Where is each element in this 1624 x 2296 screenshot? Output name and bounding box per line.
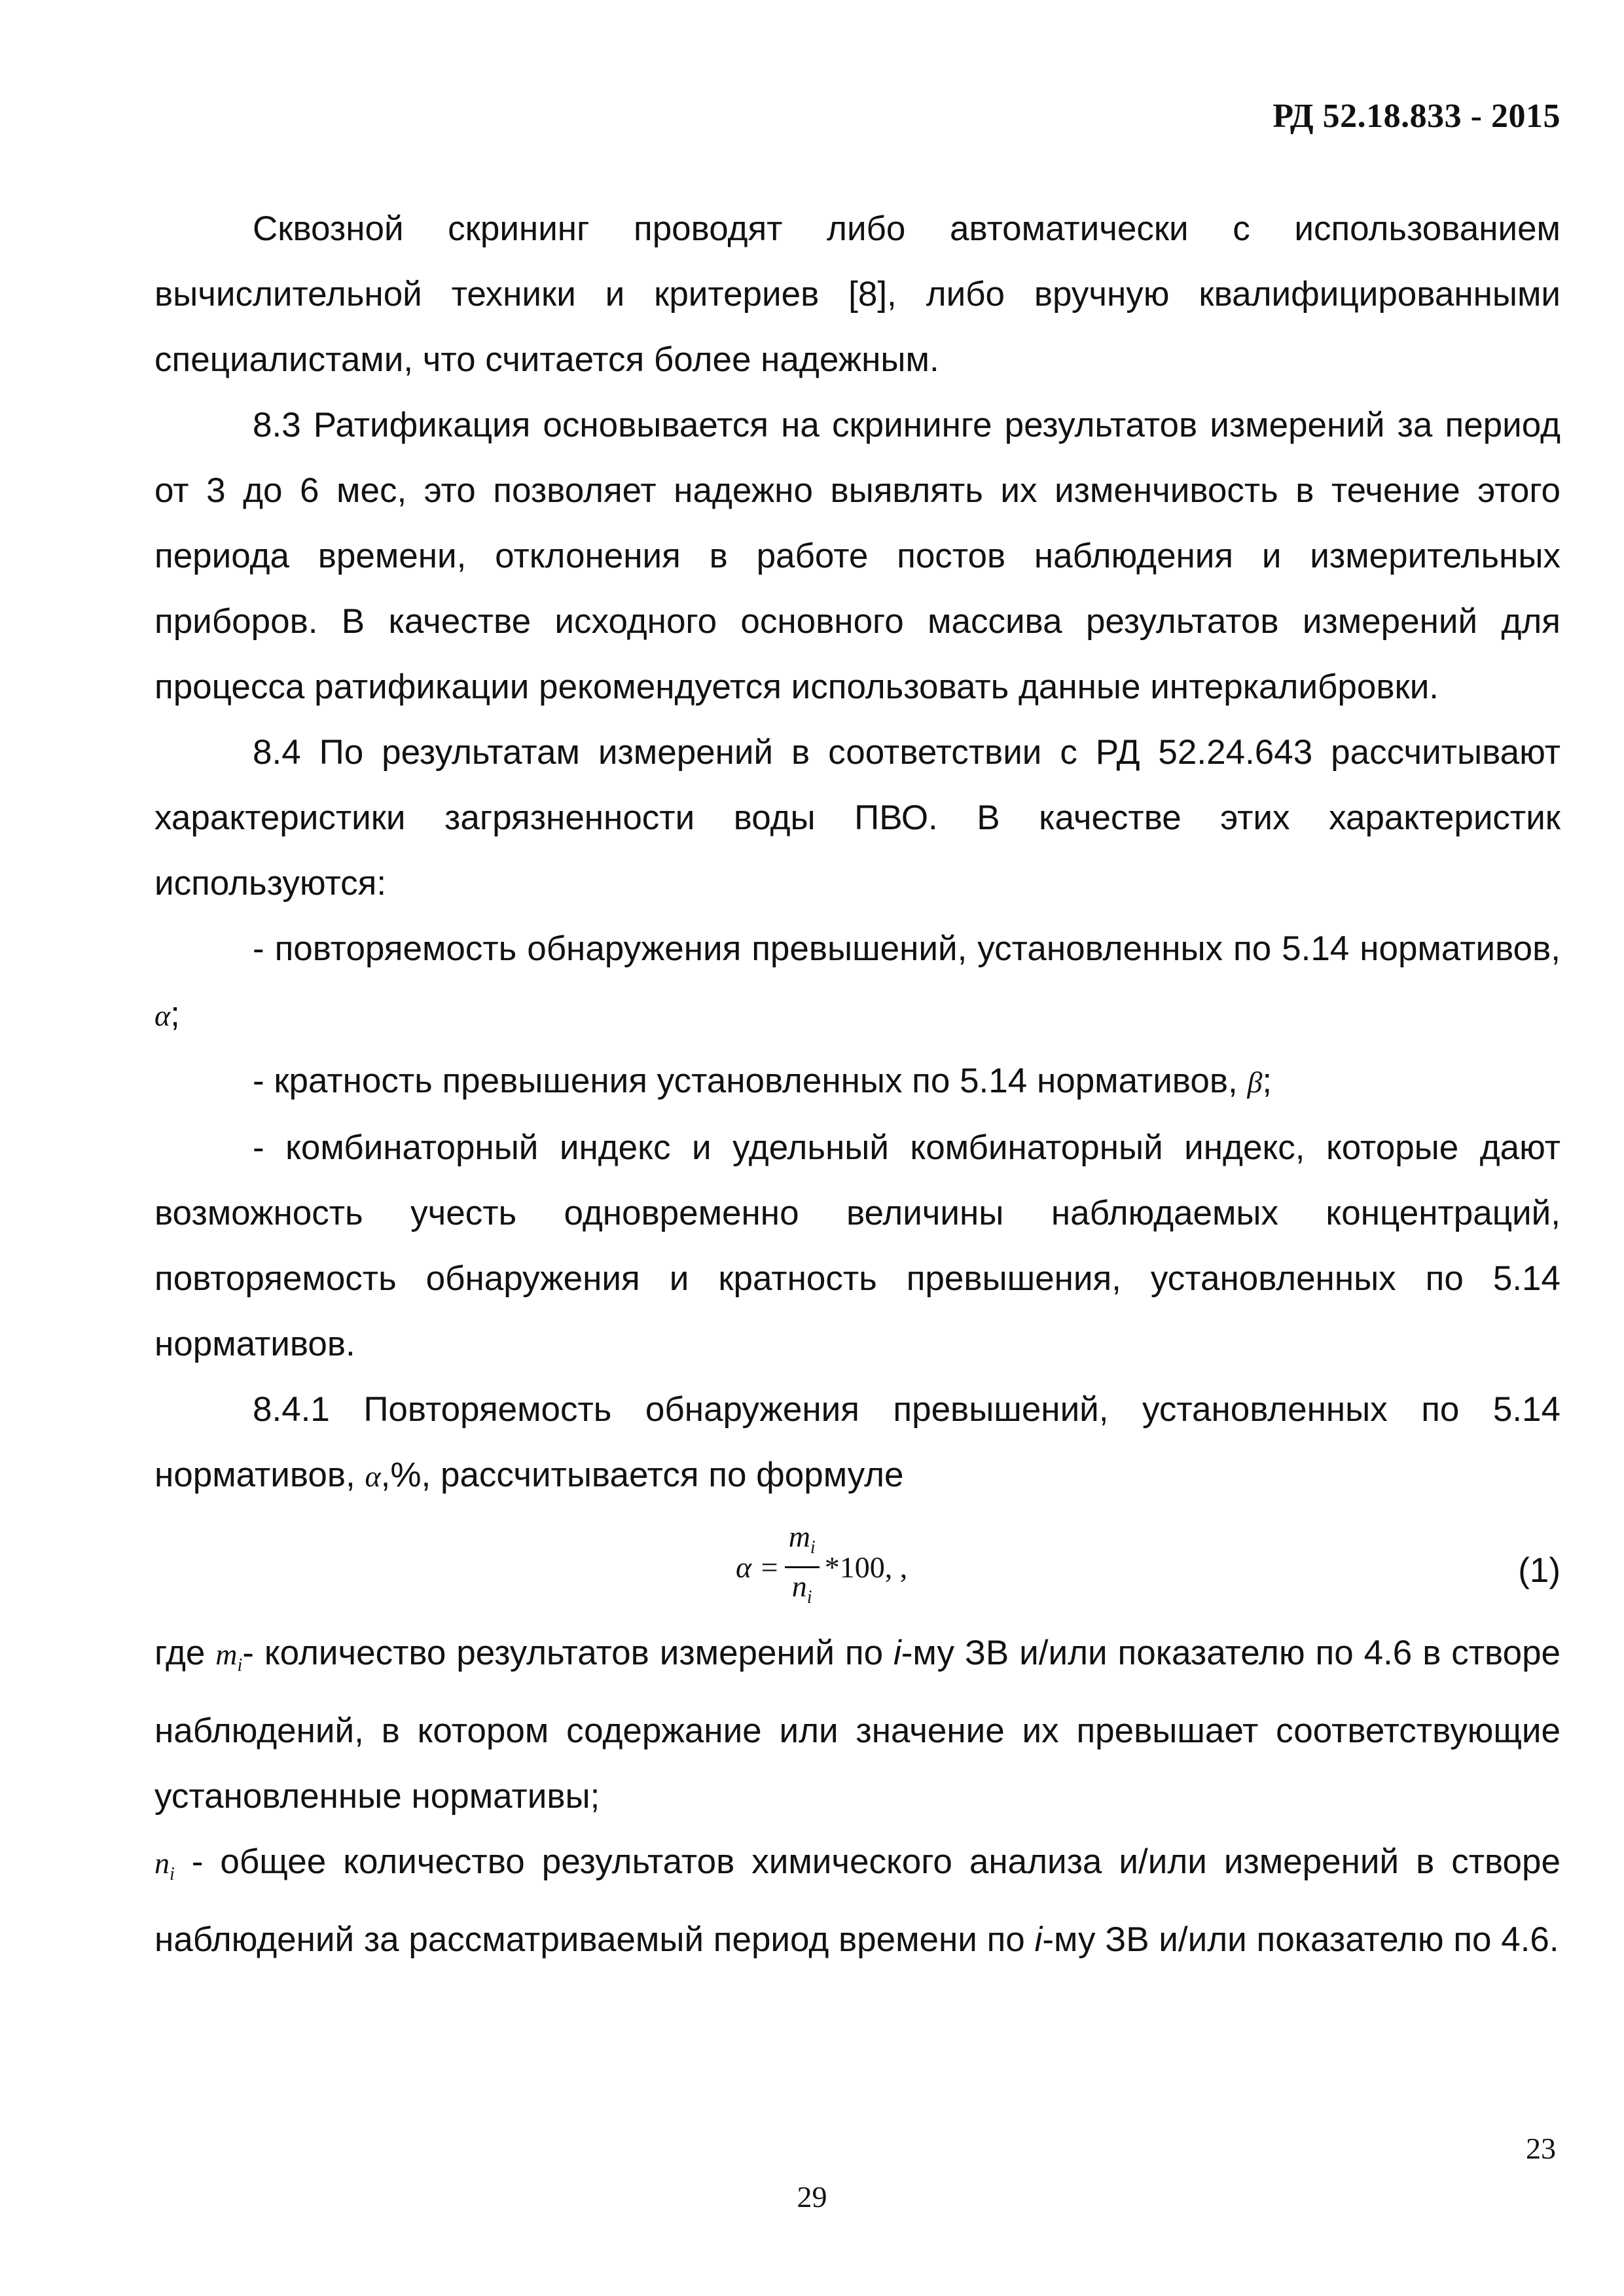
m-symbol [215,1638,243,1676]
definition-text: - количество результатов измерений по [242,1634,884,1672]
numerator-subscript: i [810,1537,816,1558]
index-i: i [1034,1920,1043,1959]
formula-block [154,1516,1561,1621]
definition-text-tail: -му ЗВ и/или показателю по 4.6. [1042,1920,1559,1959]
list-item-text: - повторяемость обнаружения превышений, установленных по 5.14 нормативов, [253,929,1561,968]
paragraph-8-3: 8.3 Ратификация основывается на скрининге результатов измерений за период от 3 до 6 мес, это позволяет надежно выявлять их изменчивость в течение этого периода времени, отклонения в работе постов наблюдения и измерительных приборов. В качестве исходного основного массива результатов измерений для процесса ратификации рекомендуется использовать данные интеркалибровки. [154,406,1561,706]
formula-1 [736,1518,907,1616]
page-number-center: 29 [797,2180,827,2214]
definition-prefix: где [154,1634,206,1672]
alpha-symbol: α [154,999,171,1032]
n-subscript: i [170,1864,175,1884]
paragraph-end: ,%, рассчитывается по формуле [380,1456,904,1494]
formula-numerator [785,1518,820,1568]
definition-n [154,1829,1561,1973]
list-item-end: ; [1262,1062,1272,1100]
m-subscript: i [237,1655,243,1676]
paragraph-screening: Сквозной скрининг проводят либо автоматически с использованием вычислительной техники и критериев [8], либо вручную квалифицированными специалистами, что считается более надежным. [154,209,1561,379]
document-code-header: РД 52.18.833 - 2015 [1272,98,1561,135]
formula-number: (1) [1518,1551,1561,1590]
n-letter: n [154,1846,170,1880]
index-i: i [893,1634,901,1672]
n-symbol [154,1846,175,1884]
list-item-text: - кратность превышения установленных по 5.14 нормативов, [253,1062,1238,1100]
list-item-repeatability [154,916,1561,1049]
m-letter: m [215,1638,238,1671]
formula-fraction [785,1518,820,1616]
denominator-subscript: i [806,1587,812,1607]
list-item-end: ; [170,995,180,1033]
page-number-right: 23 [1526,2132,1556,2165]
definition-text-tail: -му ЗВ и/или показателю по 4.6 в створе наблюдений, в котором содержание или значение их превышает соответствующие установленные нормативы; [154,1634,1561,1816]
paragraph-text: 8.4.1 Повторяемость обнаружения превышений, установленных по 5.14 нормативов, [154,1390,1561,1494]
definition-m [154,1621,1561,1829]
definition-text: - общее количество результатов химического анализа и/или измерений в створе наблюдений за рассматриваемый период времени по [154,1842,1561,1959]
paragraph-8-4-1 [154,1377,1561,1509]
formula-lhs: α = [736,1550,780,1584]
beta-symbol: β [1247,1066,1263,1099]
numerator-symbol: m [788,1520,810,1553]
body-text [154,196,1561,1973]
alpha-symbol: α [365,1460,381,1493]
list-item-combinatorial-index: - комбинаторный индекс и удельный комбинаторный индекс, которые дают возможность учесть одновременно величины наблюдаемых концентраций, повторяемость обнаружения и кратность превышения, установленных по 5.14 нормативов. [154,1128,1561,1363]
formula-denominator [788,1568,816,1616]
paragraph-8-4: 8.4 По результатам измерений в соответствии с РД 52.24.643 рассчитывают характеристики загрязненности воды ПВО. В качестве этих характеристик используются: [154,733,1561,903]
list-item-multiplicity [154,1049,1561,1115]
denominator-symbol: n [791,1570,807,1603]
formula-rhs: *100, , [824,1550,908,1584]
